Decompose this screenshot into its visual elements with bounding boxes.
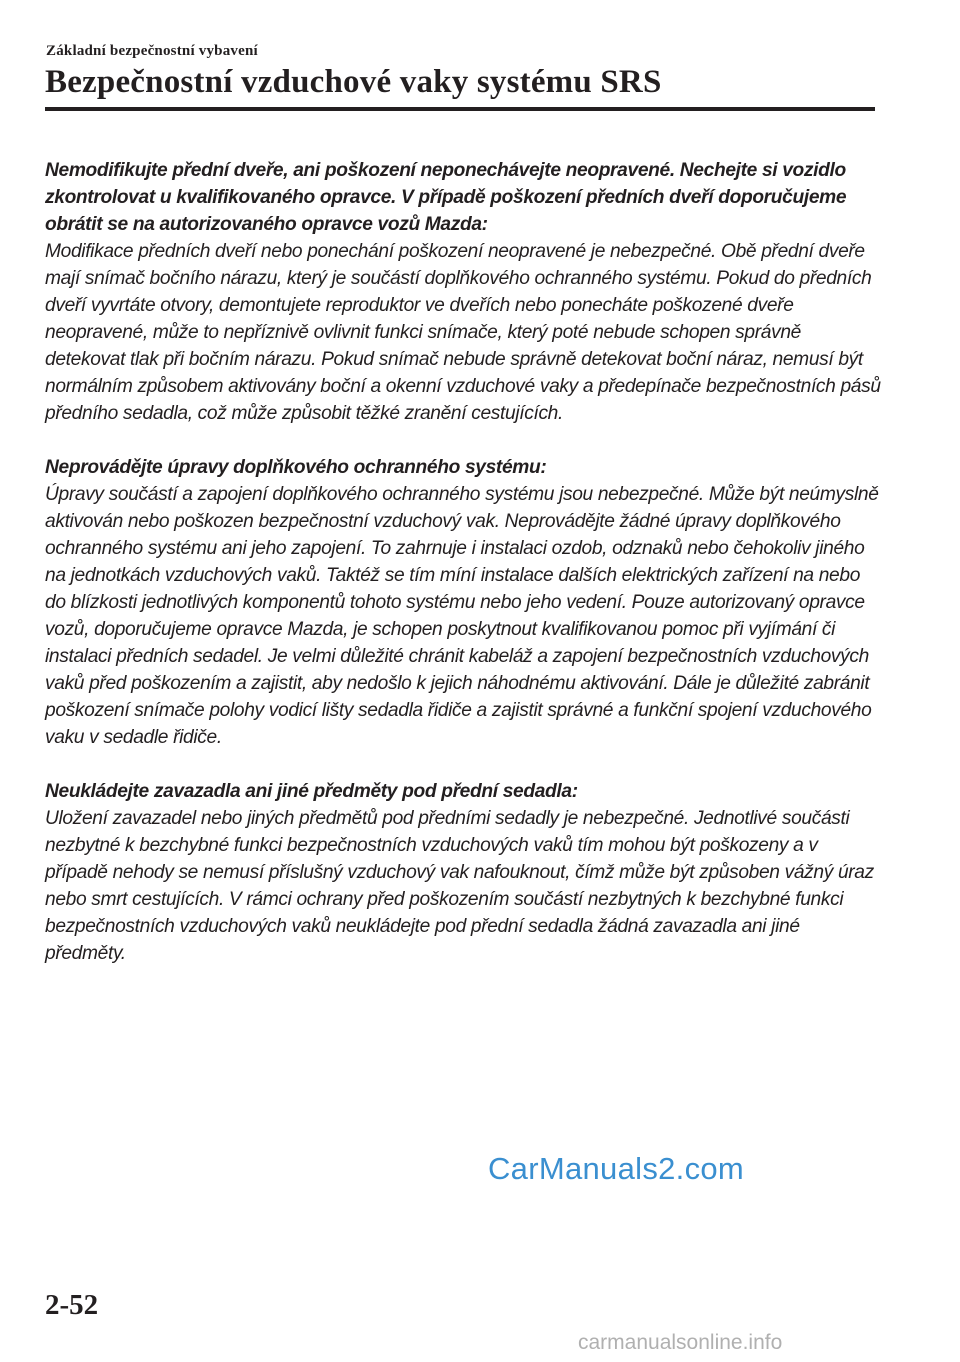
watermark-carmanuals2: CarManuals2.com [488, 1151, 745, 1186]
warning-heading: Neprovádějte úpravy doplňkového ochranného systému: [45, 457, 547, 478]
warning-text: Úpravy součástí a zapojení doplňkového ochranného systému jsou nebezpečné. Může být neúmyslně aktivován nebo poškozen bezpečnostní vzduchový vak. Neprovádějte žádné úpravy doplňkového ochranného systému ani jeho zapojení. To zahrnuje i instalaci ozdob, odznaků nebo čehokoliv jiného na jednotkách vzduchových vaků. Taktéž se tím míní instalace dalších elektrických zařízení na nebo do blízkosti jednotlivých komponentů tohoto systému nebo jeho vedení. Pouze autorizovaný opravce vozů, doporučujeme opravce Mazda, je schopen poskytnout kvalifikovanou pomoc při vyjímání či instalaci předních sedadel. Je velmi důležité chránit kabeláž a zapojení bezpečnostních vzduchových vaků před poškozením a zajistit, aby nedošlo k jejich náhodnému aktivování. Dále je důležité zabránit poškození snímače polohy vodicí lišty sedadla řidiče a zajistit správné a funkční spojení vzduchového vaku v sedadle řidiče. [45, 484, 879, 748]
title-divider [45, 107, 875, 111]
warning-text: Uložení zavazadel nebo jiných předmětů pod předními sedadly je nebezpečné. Jednotlivé součásti nezbytné k bezchybné funkci bezpečnostních vzduchových vaků tím mohou být poškozeny a v případě nehody se nemusí příslušný vzduchový vak nafouknout, čímž může být způsoben vážný úraz nebo smrt cestujících. V rámci ochrany před poškozením součástí nezbytných k bezchybné funkci bezpečnostních vzduchových vaků neukládejte pod přední sedadla žádná zavazadla ani jiné předměty. [45, 808, 874, 964]
page-number: 2-52 [45, 1289, 99, 1321]
warning-under-seat-items [45, 778, 885, 967]
section-label: Základní bezpečnostní vybavení [46, 43, 258, 59]
warning-text: Modifikace předních dveří nebo ponechání poškození neopravené je nebezpečné. Obě přední dveře mají snímač bočního nárazu, který je součástí doplňkového ochranného systému. Pokud do předních dveří vyvrtáte otvory, demontujete reproduktor ve dveřích nebo ponecháte poškozené dveře neopravené, může to nepříznivě ovlivnit funkci snímače, který poté nebude schopen správně detekovat tlak při bočním nárazu. Pokud snímač nebude správně detekovat boční náraz, nemusí být normálním způsobem aktivovány boční a okenní vzduchové vaky a předepínače bezpečnostních pásů předního sedadla, což může způsobit těžké zranění cestujících. [45, 241, 881, 424]
warning-heading: Neukládejte zavazadla ani jiné předměty pod přední sedadla: [45, 781, 578, 802]
warning-door-modification [45, 157, 885, 427]
page-title: Bezpečnostní vzduchové vaky systému SRS [45, 64, 662, 100]
warning-srs-modification [45, 454, 885, 751]
warnings-content [45, 157, 885, 994]
footer-watermark: carmanualsonline.info [578, 1331, 783, 1354]
warning-heading: Nemodifikujte přední dveře, ani poškození neponechávejte neopravené. Nechejte si vozidlo zkontrolovat u kvalifikovaného opravce. V případě poškození předních dveří doporučujeme obrátit se na autorizovaného opravce vozů Mazda: [45, 160, 847, 235]
